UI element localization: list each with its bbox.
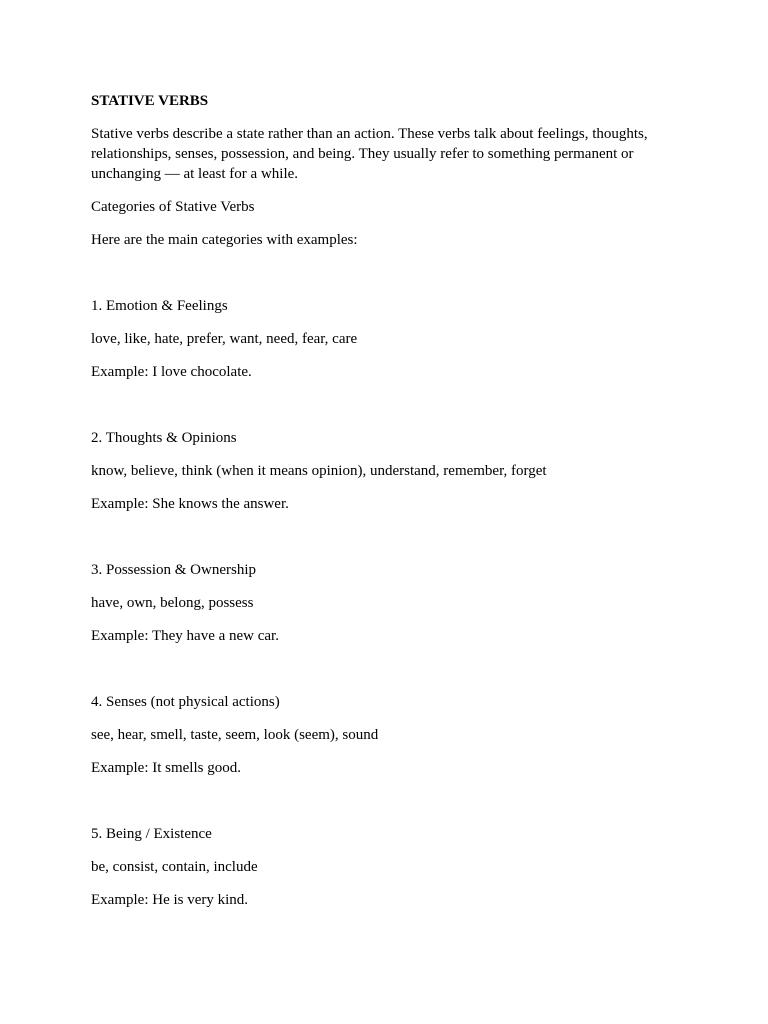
section-subheading: Categories of Stative Verbs xyxy=(91,199,255,215)
category-verbs: love, like, hate, prefer, want, need, fear, care xyxy=(91,331,358,347)
category-possession xyxy=(91,560,681,646)
intro-paragraph: Stative verbs describe a state rather than an action. These verbs talk about feelings, thoughts, relationships, senses, possession, and being. They usually refer to something permanent or unchanging — at least for a while. xyxy=(91,126,648,182)
category-thoughts xyxy=(91,428,681,514)
category-title: 4. Senses (not physical actions) xyxy=(91,694,280,710)
category-title: 5. Being / Existence xyxy=(91,826,212,842)
category-verbs: see, hear, smell, taste, seem, look (seem), sound xyxy=(91,727,379,743)
category-emotion xyxy=(91,296,681,382)
category-example: Example: They have a new car. xyxy=(91,628,279,644)
category-verbs: have, own, belong, possess xyxy=(91,595,254,611)
category-being xyxy=(91,824,681,910)
category-example: Example: She knows the answer. xyxy=(91,496,289,512)
document-title: STATIVE VERBS xyxy=(91,93,209,109)
category-title: 1. Emotion & Feelings xyxy=(91,298,228,314)
lead-sentence: Here are the main categories with examples: xyxy=(91,232,358,248)
category-example: Example: It smells good. xyxy=(91,760,241,776)
category-senses xyxy=(91,692,681,778)
category-example: Example: He is very kind. xyxy=(91,892,249,908)
category-verbs: know, believe, think (when it means opinion), understand, remember, forget xyxy=(91,463,547,479)
category-example: Example: I love chocolate. xyxy=(91,364,252,380)
category-title: 2. Thoughts & Opinions xyxy=(91,430,237,446)
document-page xyxy=(91,91,681,910)
category-verbs: be, consist, contain, include xyxy=(91,859,258,875)
category-title: 3. Possession & Ownership xyxy=(91,562,257,578)
